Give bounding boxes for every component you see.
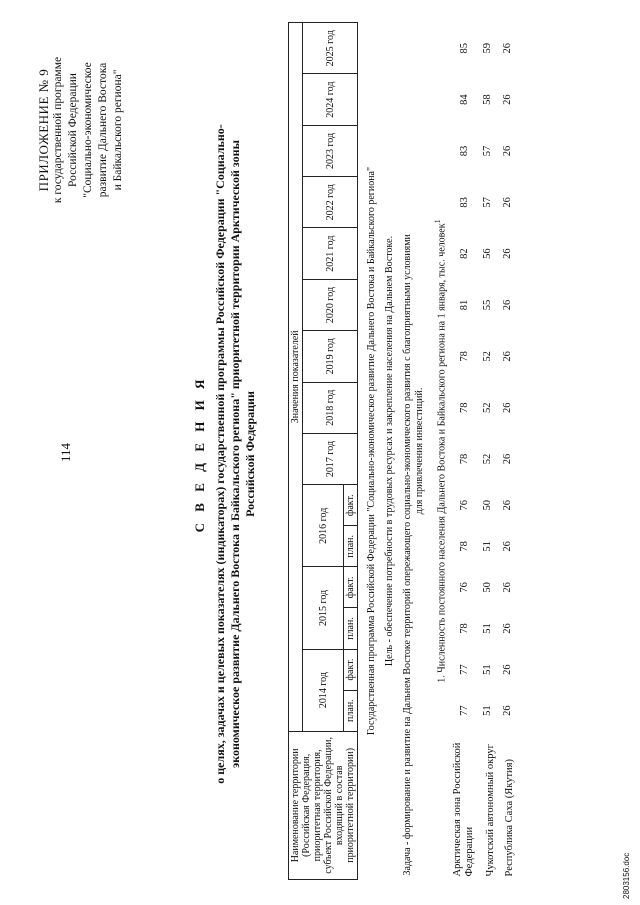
value-cell: 26 — [502, 351, 514, 362]
document-code: 2803156.doc — [622, 852, 631, 899]
value-cell: 52 — [482, 351, 494, 362]
appendix-line: "Социально-экономическое — [82, 62, 94, 198]
year-header: 2022 год — [303, 177, 358, 228]
values-header: Значения показателей — [289, 23, 303, 732]
year-header: 2025 год — [303, 23, 358, 74]
indicators-table — [288, 22, 517, 880]
value-cell: 76 — [458, 582, 470, 593]
indicator-footnote: 1 — [433, 219, 442, 224]
heading-title: С В Е Д Е Н И Я — [192, 375, 207, 533]
year-header: 2014 год — [303, 649, 344, 731]
value-cell: 26 — [502, 197, 514, 208]
value-cell: 51 — [482, 664, 494, 675]
value-cell: 77 — [458, 705, 470, 716]
document-heading — [192, 43, 258, 865]
year-header: 2020 год — [303, 279, 358, 330]
territory-name: Республика Саха (Якутия) — [504, 759, 516, 877]
year-header: 2021 год — [303, 228, 358, 279]
task-text — [399, 23, 429, 880]
indicator-text: 1. Численность постоянного населения Дальнего Востока и Байкальского региона на 1 января, тыс. человек — [436, 223, 448, 683]
value-cell: 56 — [482, 248, 494, 259]
year-header: 2019 год — [303, 331, 358, 382]
appendix-line: Российской Федерации — [67, 73, 79, 187]
value-cell: 51 — [482, 623, 494, 634]
value-cell: 55 — [482, 299, 494, 311]
territory-name: Чукотский автономный округ — [485, 744, 497, 877]
value-cell: 58 — [482, 94, 494, 105]
value-cell: 83 — [458, 197, 470, 208]
value-cell: 26 — [502, 664, 514, 675]
plan-header: план. — [344, 608, 358, 649]
heading-line: Российской Федерации — [243, 391, 257, 517]
page-number: 114 — [58, 442, 73, 463]
value-cell: 78 — [458, 541, 470, 552]
appendix-line: к государственной программе — [52, 56, 64, 204]
value-cell: 52 — [482, 402, 494, 413]
value-cell: 57 — [482, 197, 494, 208]
value-cell: 59 — [482, 42, 494, 54]
value-cell: 26 — [502, 42, 514, 54]
value-cell: 78 — [458, 402, 470, 413]
value-cell: 26 — [502, 541, 514, 552]
value-cell: 26 — [502, 453, 514, 465]
year-header: 2018 год — [303, 382, 358, 433]
value-cell: 82 — [458, 248, 470, 259]
fact-header: факт. — [344, 649, 358, 690]
year-header: 2015 год — [303, 567, 344, 649]
value-cell: 50 — [482, 582, 494, 593]
task-line: Задача - формирование и развитие на Дальнем Востоке территорий опережающего социально-экономического развития с благоприятными условиями — [402, 234, 413, 876]
year-header: 2024 год — [303, 74, 358, 125]
heading-line: экономическое развитие Дальнего Востока и Байкальского региона" приоритетной территории Арктической зоны — [228, 140, 242, 768]
appendix-block — [36, 0, 126, 260]
value-cell: 81 — [458, 299, 470, 311]
year-header: 2016 год — [303, 485, 344, 567]
value-cell: 51 — [482, 541, 494, 552]
value-cell: 78 — [458, 351, 470, 362]
program-name: Государственная программа Российской Федерации "Социально-экономическое развитие Дальнего Востока и Байкальского региона" — [366, 166, 377, 736]
heading-line: о целях, задачах и целевых показателях (индикаторах) государственной программы Российской Федерации "Социально- — [213, 124, 227, 784]
fact-header: факт. — [344, 567, 358, 608]
value-cell: 50 — [482, 500, 494, 511]
value-cell: 26 — [502, 299, 514, 311]
value-cell: 57 — [482, 145, 494, 157]
appendix-line: развитие Дальнего Востока — [97, 62, 109, 198]
task-line: для привлечения инвестиций. — [414, 387, 425, 515]
value-cell: 52 — [482, 453, 494, 465]
value-cell: 26 — [502, 500, 514, 511]
value-cell: 51 — [482, 705, 494, 716]
value-cell: 26 — [502, 145, 514, 157]
value-cell: 26 — [502, 705, 514, 716]
value-cell: 76 — [458, 500, 470, 511]
value-cell: 26 — [502, 248, 514, 259]
plan-header: план. — [344, 526, 358, 567]
territory-header: Наименование территории (Российская Федерация, приоритетная территория, субъект Российской Федерации, входящий в состав приоритетной территории) — [289, 731, 358, 879]
value-cell: 26 — [502, 623, 514, 634]
year-header: 2023 год — [303, 125, 358, 176]
year-header: 2017 год — [303, 433, 358, 484]
value-cell: 77 — [458, 664, 470, 675]
plan-header: план. — [344, 690, 358, 731]
value-cell: 26 — [502, 402, 514, 413]
value-cell: 26 — [502, 582, 514, 593]
territory-name: Арктическая зона Российской Федерации — [452, 742, 476, 877]
value-cell: 83 — [458, 145, 470, 157]
appendix-line: и Байкальского региона" — [112, 69, 124, 191]
value-cell: 85 — [458, 42, 470, 54]
goal-text: Цель - обеспечение потребности в трудовых ресурсах и закрепление населения на Дальнем Востоке. — [384, 235, 395, 667]
value-cell: 84 — [458, 94, 470, 105]
value-cell: 78 — [458, 623, 470, 634]
indicator-row — [429, 23, 451, 880]
appendix-title: ПРИЛОЖЕНИЕ № 9 — [36, 68, 51, 192]
value-cell: 78 — [458, 453, 470, 465]
value-cell: 26 — [502, 94, 514, 105]
fact-header: факт. — [344, 485, 358, 526]
